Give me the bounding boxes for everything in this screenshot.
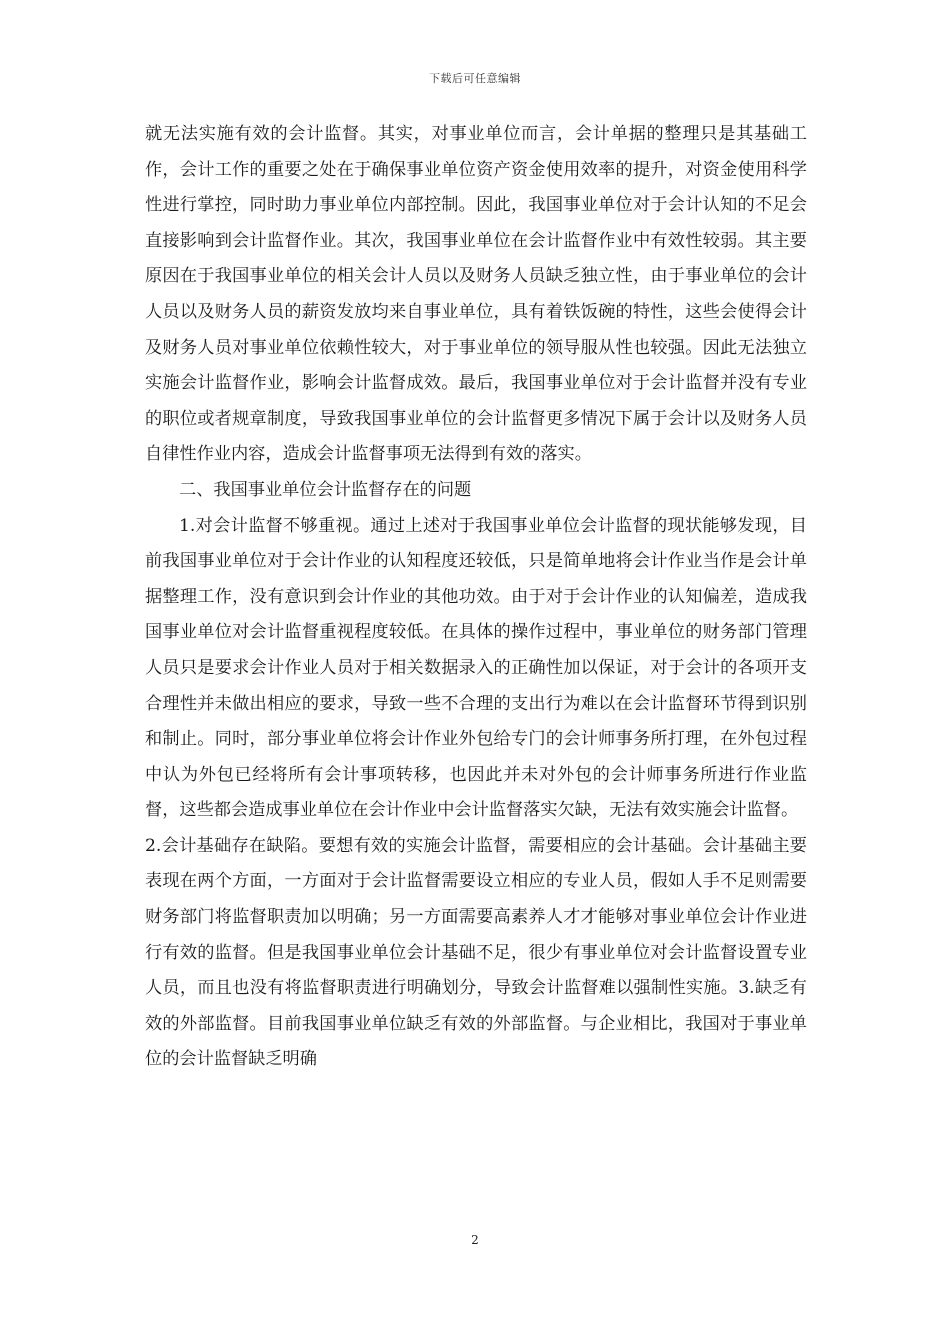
paragraph-continuation: 就无法实施有效的会计监督。其实，对事业单位而言，会计单据的整理只是其基础工作，会计工作的重要之处在于确保事业单位资产资金使用效率的提升，对资金使用科学性进行掌控，同时助力事业单位内部控制。因此，我国事业单位对于会计认知的不足会直接影响到会计监督作业。其次，我国事业单位在会计监督作业中有效性较弱。其主要原因在于我国事业单位的相关会计人员以及财务人员缺乏独立性，由于事业单位的会计人员以及财务人员的薪资发放均来自事业单位，具有着铁饭碗的特性，这些会使得会计及财务人员对事业单位依赖性较大，对于事业单位的领导服从性也较强。因此无法独立实施会计监督作业，影响会计监督成效。最后，我国事业单位对于会计监督并没有专业的职位或者规章制度，导致我国事业单位的会计监督更多情况下属于会计以及财务人员自律性作业内容，造成会计监督事项无法得到有效的落实。: [145, 124, 807, 465]
paragraph-problem-1: 1.对会计监督不够重视。通过上述对于我国事业单位会计监督的现状能够发现，目前我国事业单位对于会计作业的认知程度还较低，只是简单地将会计作业当作是会计单据整理工作，没有意识到会计作业的其他功效。由于对于会计作业的认知偏差，造成我国事业单位对会计监督重视程度较低。在具体的操作过程中，事业单位的财务部门管理人员只是要求会计作业人员对于相关数据录入的正确性加以保证，对于会计的各项开支合理性并未做出相应的要求，导致一些不合理的支出行为难以在会计监督环节得到识别和制止。同时，部分事业单位将会计作业外包给专门的会计师事务所打理，在外包过程中认为外包已经将所有会计事项转移，也因此并未对外包的会计师事务所进行作业监督，这些都会造成事业单位在会计作业中会计监督落实欠缺，无法有效实施会计监督。: [145, 515, 807, 821]
body-text: [145, 117, 807, 1078]
paragraph-problem-2: 2.会计基础存在缺陷。要想有效的实施会计监督，需要相应的会计基础。会计基础主要表现在两个方面，一方面对于会计监督需要设立相应的专业人员，假如人手不足则需要财务部门将监督职责加以明确；另一方面需要高素养人才才能够对事业单位会计作业进行有效的监督。但是我国事业单位会计基础不足，很少有事业单位对会计监督设置专业人员，而且也没有将监督职责进行明确划分，导致会计监督难以强制性实施。3.缺乏有效的外部监督。目前我国事业单位缺乏有效的外部监督。与企业相比，我国对于事业单位的会计监督缺乏明确: [145, 835, 807, 1070]
section-heading: 二、我国事业单位会计监督存在的问题: [179, 479, 472, 500]
header-note: 下载后可任意编辑: [429, 72, 521, 85]
page-number: 2: [471, 1233, 479, 1247]
